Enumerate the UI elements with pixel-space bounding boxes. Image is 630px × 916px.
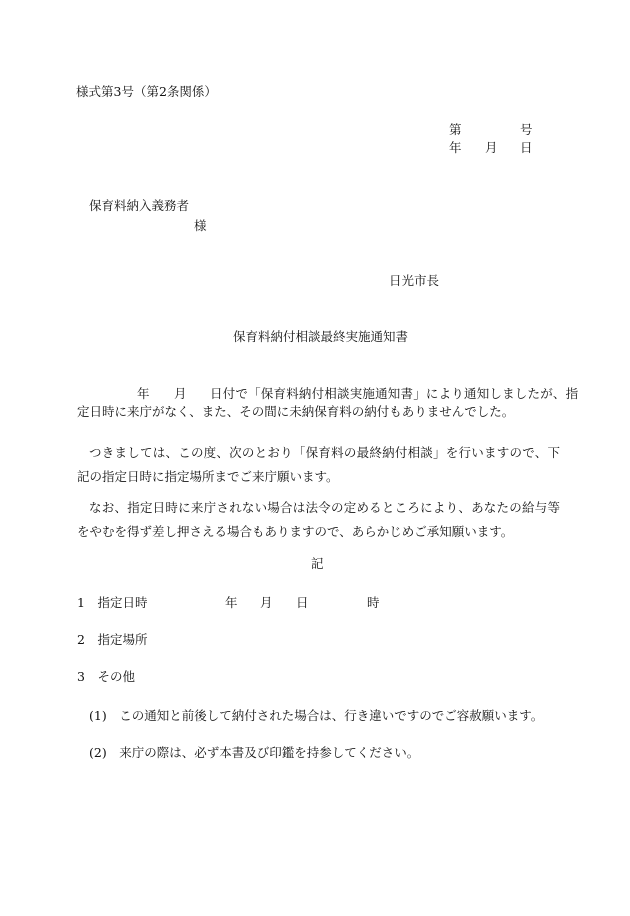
ki-marker: 記: [311, 556, 324, 571]
doc-number-suffix: 号: [520, 122, 533, 137]
doc-date-year: 年: [449, 140, 462, 155]
doc-date-month: 月: [485, 140, 498, 155]
paragraph-2: つきましては、この度、次のとおり「保育料の最終納付相談」を行いますので、下記の指定日時に指定場所までご来庁願います。: [77, 445, 560, 484]
item1-month: 月: [260, 595, 273, 610]
item1-year: 年: [225, 595, 238, 610]
item1-label: 1 指定日時: [77, 595, 148, 610]
addressee-honorific: 様: [194, 218, 207, 233]
paragraph-3: なお、指定日時に来庁されない場合は法令の定めるところにより、あなたの給与等をやむを得ず差し押さえる場合もありますので、あらかじめご承知願います。: [77, 500, 560, 539]
item1-day: 日: [296, 595, 309, 610]
addressee-title: 保育料納入義務者: [89, 198, 190, 213]
p1-year: 年: [137, 386, 150, 401]
item2-label: 2 指定場所: [77, 632, 148, 647]
doc-number-prefix: 第: [449, 122, 462, 137]
p1-line2: 定日時に来庁がなく、また、その間に未納保育料の納付もありませんでした。: [77, 404, 515, 419]
sub-item-2: (2) 来庁の際は、必ず本書及び印鑑を持参してください。: [89, 745, 420, 760]
item1-hour: 時: [367, 595, 380, 610]
p1-month: 月: [174, 386, 187, 401]
document-title: 保育料納付相談最終実施通知書: [233, 329, 409, 344]
sub-item-1: (1) この通知と前後して納付された場合は、行き違いですのでご容赦願います。: [89, 708, 544, 723]
p1-line1: 日付で「保育料納付相談実施通知書」により通知しましたが、指: [210, 386, 579, 401]
sender-name: 日光市長: [389, 273, 440, 288]
form-label: 様式第3号（第2条関係）: [76, 84, 217, 99]
item3-label: 3 その他: [77, 669, 135, 684]
doc-date-day: 日: [520, 140, 533, 155]
